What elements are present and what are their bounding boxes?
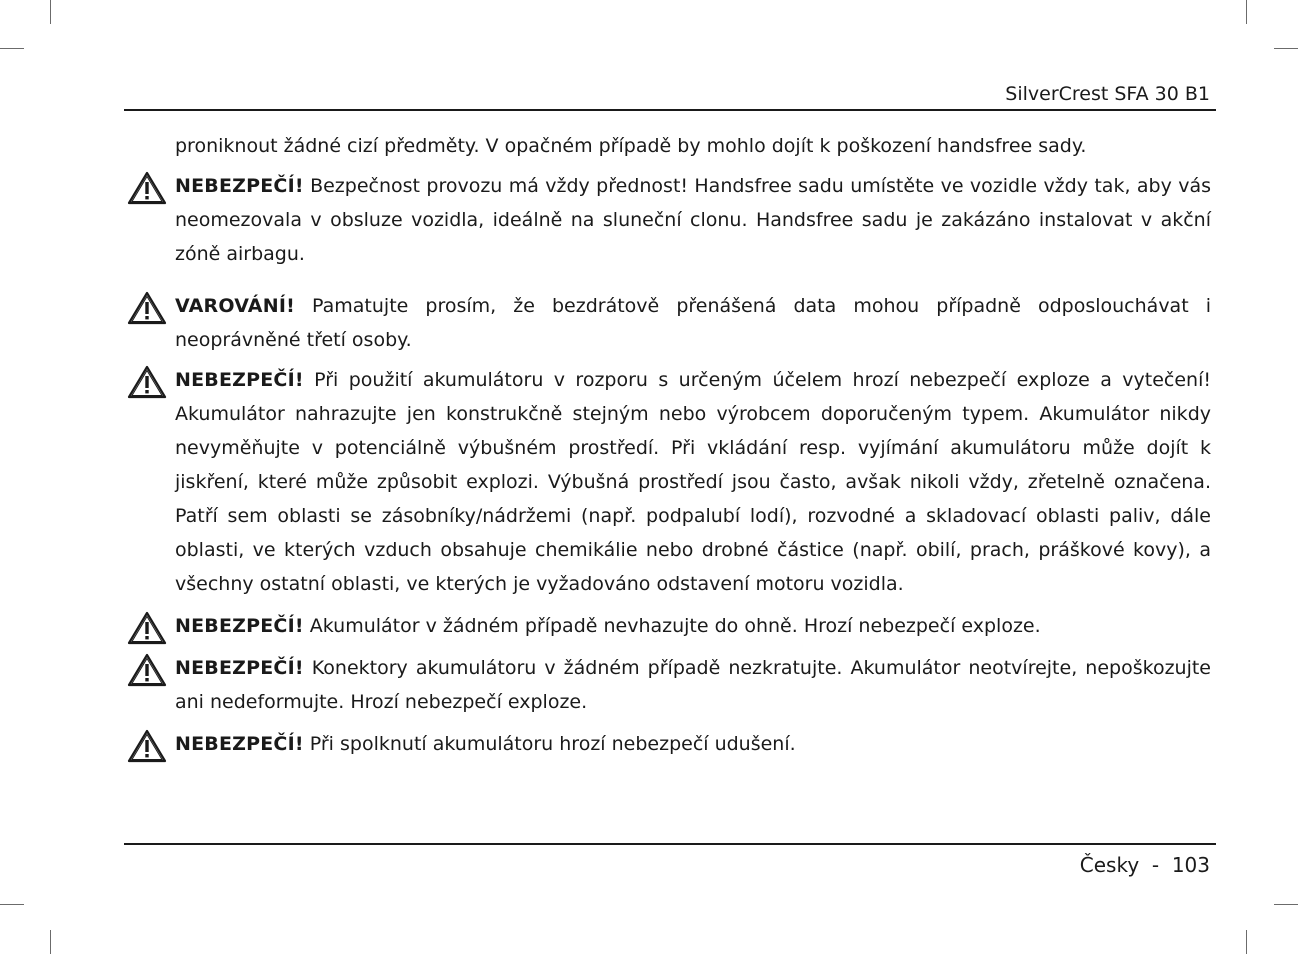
warning-text: Akumulátor v žádném případě nevhazujte do ohně. Hrozí nebezpečí exploze. xyxy=(303,615,1041,637)
crop-mark xyxy=(0,904,24,905)
warning-text: Při použití akumulátoru v rozporu s určeným účelem hrozí nebezpečí exploze a vytečení! Akumulátor nahrazujte jen konstrukčně stejným nebo výrobcem doporučeným typem. Akumulátor nikdy nevyměňujte v potenciálně výbušném prostředí. Při vkládání resp. vyjímání akumulátoru může dojít k jiskření, které může způsobit explozi. Výbušná prostředí jsou často, avšak nikoli vždy, zřetelně označena. Patří sem oblasti se zásobníky/nádržemi (např. podpalubí lodí), rozvodné a skladovací oblasti paliv, dále oblasti, ve kterých vzduch obsahuje chemikálie nebo drobné částice (např. obilí, prach, práškové kovy), a všechny ostatní oblasti, ve kterých je vyžadováno odstavení motoru vozidla. xyxy=(175,369,1211,595)
warning-triangle-icon xyxy=(127,729,167,763)
warning-paragraph xyxy=(175,651,1211,719)
warning-triangle-icon xyxy=(127,365,167,399)
crop-mark xyxy=(50,0,51,24)
warning-text: Bezpečnost provozu má vždy přednost! Handsfree sadu umístěte ve vozidle vždy tak, aby vás neomezovala v obsluze vozidla, ideálně na sluneční clonu. Handsfree sadu je zakázáno instalovat v akční zóně airbagu. xyxy=(175,175,1211,265)
warning-paragraph xyxy=(175,271,1211,357)
warning-lead: NEBEZPEČÍ! xyxy=(175,615,304,637)
crop-mark xyxy=(50,930,51,954)
intro-paragraph: proniknout žádné cizí předměty. V opačném případě by mohlo dojít k poškození handsfree sady. xyxy=(175,135,1087,157)
warning-paragraph xyxy=(175,363,1211,601)
crop-mark xyxy=(0,48,24,49)
warning-text: Pamatujte prosím, že bezdrátově přenášená data mohou případně odposlouchávat i neoprávněné třetí osoby. xyxy=(175,295,1211,351)
warning-paragraph xyxy=(175,169,1211,271)
crop-mark xyxy=(1274,48,1298,49)
warning-triangle-icon xyxy=(127,291,167,325)
crop-mark xyxy=(1246,0,1247,24)
warning-lead: NEBEZPEČÍ! xyxy=(175,733,304,755)
footer-rule xyxy=(124,843,1216,845)
warning-paragraph xyxy=(175,727,1211,761)
warning-lead: NEBEZPEČÍ! xyxy=(175,369,304,391)
warning-lead: NEBEZPEČÍ! xyxy=(175,657,304,679)
crop-mark xyxy=(1274,904,1298,905)
warning-text: Při spolknutí akumulátoru hrozí nebezpečí udušení. xyxy=(303,733,796,755)
header-rule xyxy=(124,109,1216,111)
warning-triangle-icon xyxy=(127,611,167,645)
warning-text: Konektory akumulátoru v žádném případě nezkratujte. Akumulátor neotvírejte, nepoškozujte ani nedeformujte. Hrozí nebezpečí exploze. xyxy=(175,657,1211,713)
warning-triangle-icon xyxy=(127,653,167,687)
warning-triangle-icon xyxy=(127,171,167,205)
warning-paragraph xyxy=(175,609,1211,643)
crop-mark xyxy=(1246,930,1247,954)
page-content xyxy=(175,129,1211,769)
page-header-title: SilverCrest SFA 30 B1 xyxy=(1005,83,1210,105)
page-footer: Česky - 103 xyxy=(1079,853,1210,877)
warning-lead: VAROVÁNÍ! xyxy=(175,295,295,317)
warning-lead: NEBEZPEČÍ! xyxy=(175,175,304,197)
